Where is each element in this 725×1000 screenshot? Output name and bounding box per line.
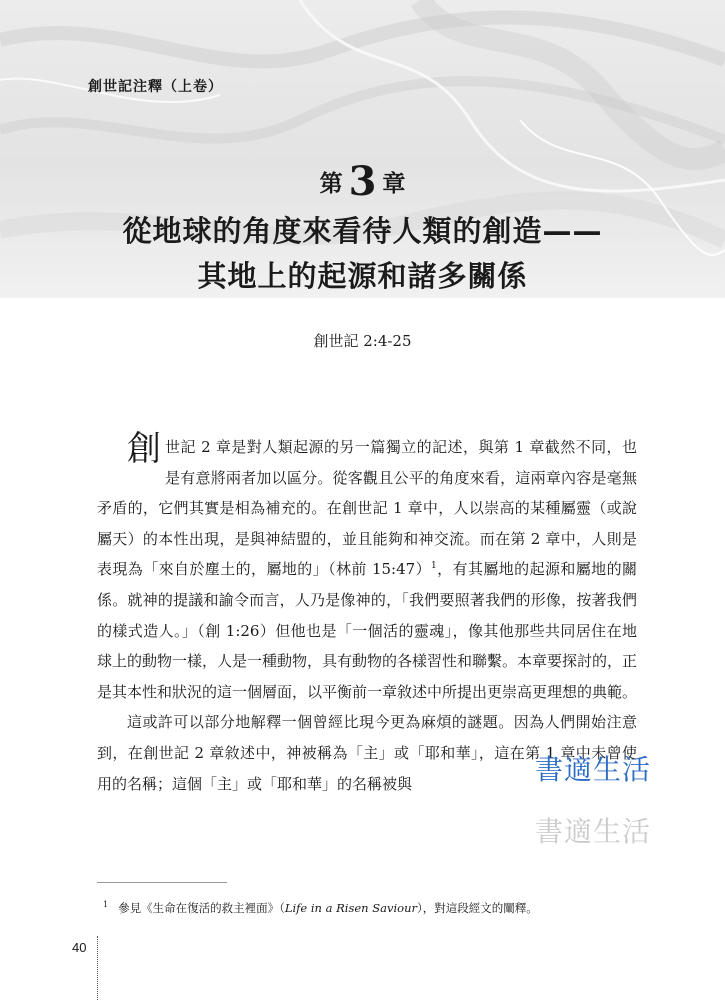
chapter-prefix: 第 (319, 170, 343, 197)
paragraph-1 (97, 429, 638, 707)
scripture-reference: 創世記 2:4-25 (313, 332, 412, 350)
footnote-number: 1 (103, 900, 109, 910)
paragraph-2: 這或許可以部分地解釋一個曾經比現今更為麻煩的謎題。因為人們開始注意到，在創世記 2 章敘述中，神被稱為「主」或「耶和華」，這在第 1 章中未曾使用的名稱；這個「主」或「耶和華」的名稱被與 (97, 713, 637, 793)
chapter-suffix: 章 (382, 170, 406, 197)
footnote-text-a: 參見《生命在復活的救主裡面》（ (118, 901, 285, 915)
book-title: 創世記注釋（上卷） (88, 79, 223, 95)
watermark-blue: 書適生活 (535, 753, 652, 786)
footnote-reference: 1 (431, 561, 437, 572)
chapter-title-line-1: 從地球的角度來看待人類的創造—— (122, 214, 603, 248)
body-text (97, 429, 638, 799)
page-number: 40 (72, 940, 87, 955)
header-banner (0, 0, 725, 298)
chapter-heading (0, 158, 725, 205)
watermark-gray: 書適生活 (535, 815, 652, 848)
footnote-divider (97, 882, 227, 883)
chapter-title-line-2: 其地上的起源和諸多關係 (197, 259, 528, 293)
paragraph-1-part-b: ，有其屬地的起源和屬地的關係。就神的提議和諭令而言，人乃是像神的，「我們要照著我們的形像，按著我們的樣式造人。」（創 1:26）但他也是「一個活的靈魂」，像其他那些共同居住在地球上的動物一樣，人是一種動物，具有動物的各樣習性和聯繫。本章要探討的，正是其本性和狀況的這一個層面，以平衡前一章敘述中所提出更崇高更理想的典範。 (97, 560, 638, 701)
chapter-number: 3 (348, 158, 377, 205)
footnote-english-title: Life in a Risen Saviour (284, 901, 417, 915)
page-margin-rule (97, 936, 98, 1000)
footnote-text-b: ），對這段經文的闡釋。 (416, 901, 538, 915)
footnote (103, 900, 643, 916)
drop-cap: 創 (127, 429, 161, 469)
paragraph-1-part-a: 世記 2 章是對人類起源的另一篇獨立的記述，與第 1 章截然不同，也是有意將兩者加以區分。從客觀且公平的角度來看，這兩章內容是毫無矛盾的，它們其實是相為補充的。在創世記 1 章中，人以崇高的某種屬靈（或說屬天）的本性出現，是與神結盟的，並且能夠和神交流。而在第 2 章中，人則是表現為「來自於塵土的，屬地的」（林前 15:47） (97, 438, 637, 579)
